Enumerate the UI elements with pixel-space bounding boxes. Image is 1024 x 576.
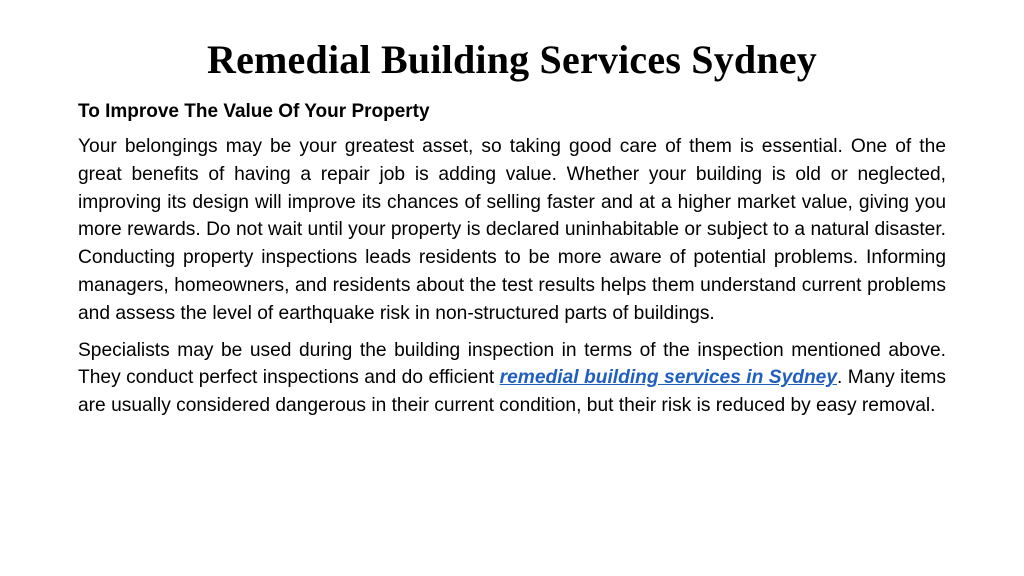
page-title: Remedial Building Services Sydney — [207, 37, 817, 82]
paragraph-2-after-link: . Many items are usually considered dangerous in their current condition, but their risk is reduced by easy removal. — [78, 367, 946, 417]
paragraph-1: Your belongings may be your greatest asset, so taking good care of them is essential. One of the great benefits of having a repair job is adding value. Whether your building is old or neglected, improving its design will improve its chances of selling faster and at a higher market value, giving you more rewards. Do not wait until your property is declared uninhabitable or subject to a natural disaster. Conducting property inspections leads residents to be more aware of potential problems. Informing managers, homeowners, and residents about the test results helps them understand current problems and assess the level of earthquake risk in non-structured parts of buildings. — [78, 136, 946, 324]
paragraph-2 — [78, 337, 946, 420]
paragraph-2-before-link: Specialists may be used during the building inspection in terms of the inspection mentioned above. They conduct perfect inspections and do efficient — [78, 339, 946, 389]
remedial-services-link[interactable]: remedial building services in Sydney — [499, 367, 838, 389]
subtitle: To Improve The Value Of Your Property — [78, 101, 430, 122]
